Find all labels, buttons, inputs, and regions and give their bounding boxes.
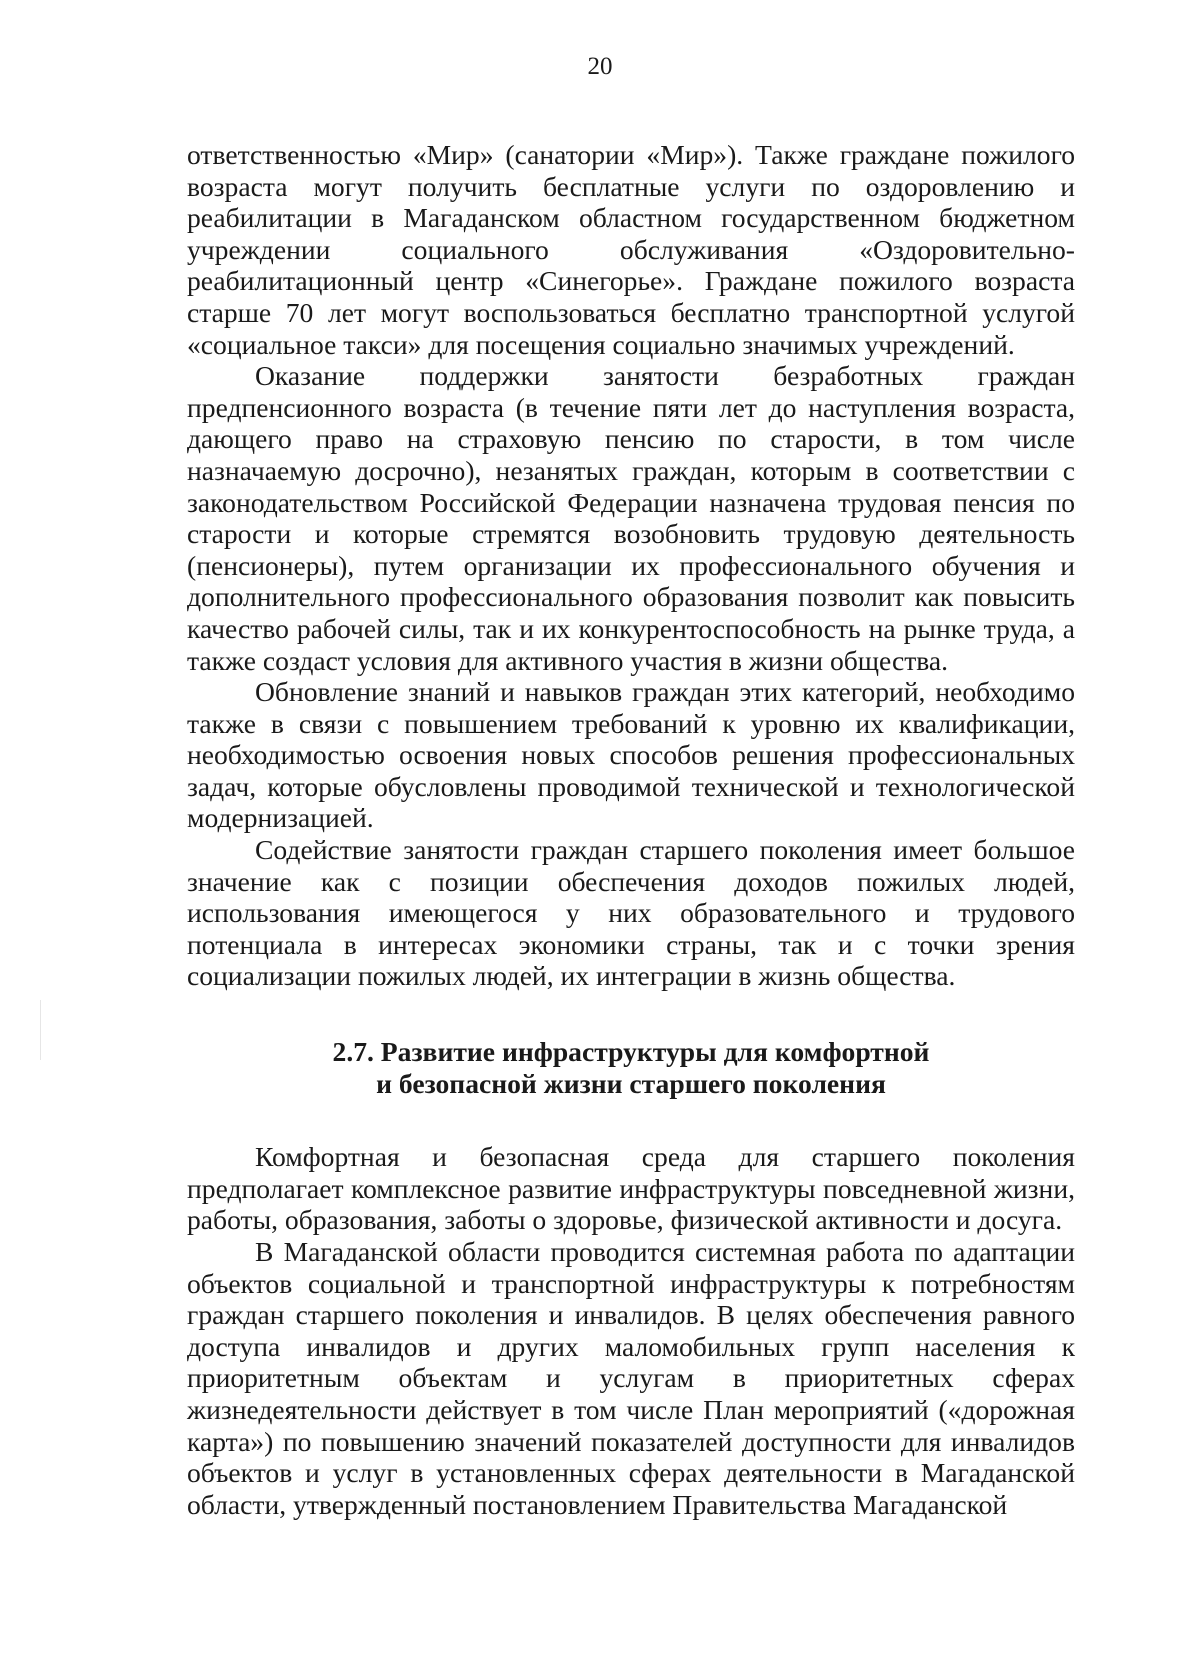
- section-heading-line-1: 2.7. Развитие инфраструктуры для комфортной: [332, 1036, 930, 1068]
- paragraph-continuation: ответственностью «Мир» (санатории «Мир»). Также граждане пожилого возраста могут получить бесплатные услуги по оздоровлению и реабилитации в Магаданском областном государственном бюджетном учреждении социального обслуживания «Оздоровительно-реабилитационный центр «Синегорье». Граждане пожилого возраста старше 70 лет могут воспользоваться бесплатно транспортной услугой «социальное такси» для посещения социально значимых учреждений.: [187, 139, 1075, 360]
- paragraph-knowledge-update: Обновление знаний и навыков граждан этих категорий, необходимо также в связи с повышением требований к уровню их квалификации, необходимостью освоения новых способов решения профессиональных задач, которые обусловлены проводимой технической и технологической модернизацией.: [187, 676, 1075, 834]
- page-number: 20: [587, 53, 613, 80]
- paragraph-comfortable-environment: Комфортная и безопасная среда для старшего поколения предполагает комплексное развитие инфраструктуры повседневной жизни, работы, образования, заботы о здоровье, физической активности и досуга.: [187, 1141, 1075, 1236]
- paragraph-employment-assistance: Содействие занятости граждан старшего поколения имеет большое значение как с позиции обеспечения доходов пожилых людей, использования имеющегося у них образовательного и трудового потенциала в интересах экономики страны, так и с точки зрения социализации пожилых людей, их интеграции в жизнь общества.: [187, 834, 1075, 992]
- section-heading: [187, 1036, 1075, 1099]
- section-heading-line-2: и безопасной жизни старшего поколения: [376, 1067, 886, 1099]
- paragraph-employment-support: Оказание поддержки занятости безработных граждан предпенсионного возраста (в течение пяти лет до наступления возраста, дающего право на страховую пенсию по старости, в том числе назначаемую досрочно), незанятых граждан, которым в соответствии с законодательством Российской Федерации назначена трудовая пенсия по старости и которые стремятся возобновить трудовую деятельность (пенсионеры), путем организации их профессионального обучения и дополнительного профессионального образования позволит как повысить качество рабочей силы, так и их конкурентоспособность на рынке труда, а также создаст условия для активного участия в жизни общества.: [187, 360, 1075, 676]
- document-body: [187, 139, 1075, 1520]
- scan-margin-mark: [40, 1000, 41, 1060]
- paragraph-infrastructure-adaptation: В Магаданской области проводится системная работа по адаптации объектов социальной и транспортной инфраструктуры к потребностям граждан старшего поколения и инвалидов. В целях обеспечения равного доступа инвалидов и других маломобильных групп населения к приоритетным объектам и услугам в приоритетных сферах жизнедеятельности действует в том числе План мероприятий («дорожная карта») по повышению значений показателей доступности для инвалидов объектов и услуг в установленных сферах деятельности в Магаданской области, утвержденный постановлением Правительства Магаданской: [187, 1236, 1075, 1520]
